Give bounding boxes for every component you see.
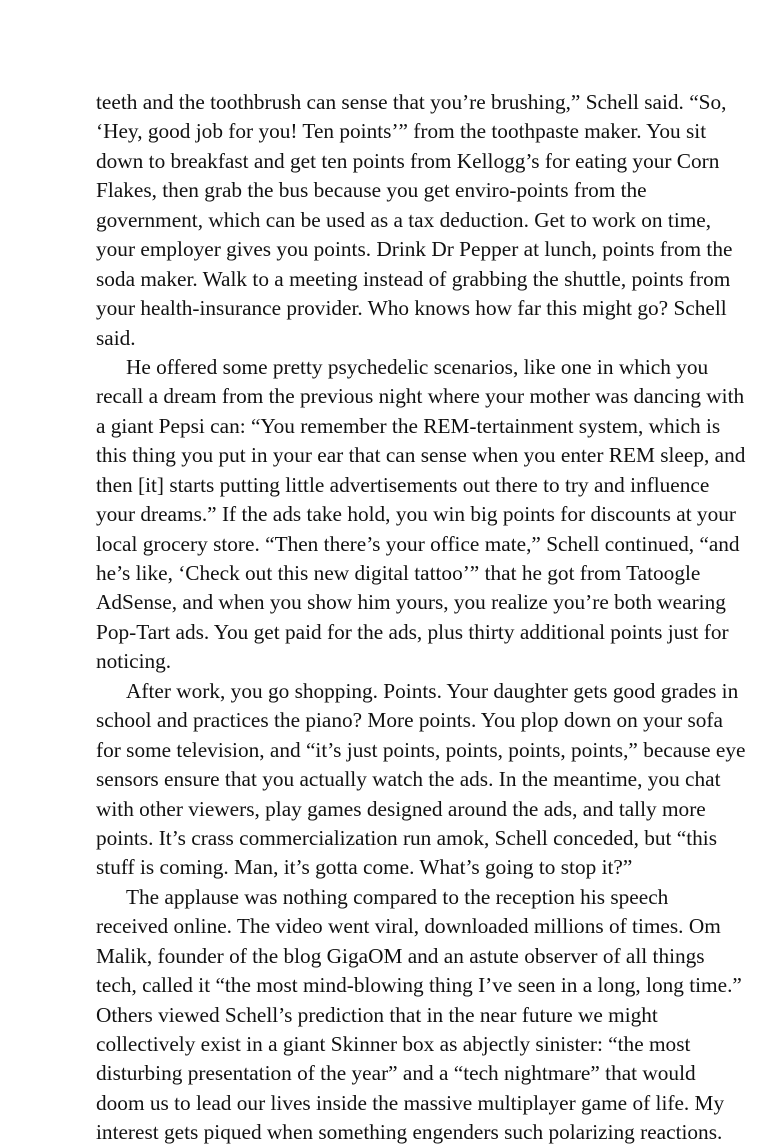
text-line: After work, you go shopping. Points. Your daughter gets good grades in [126, 678, 739, 703]
text-line: doom us to lead our lives inside the massive multiplayer game of life. My [96, 1090, 725, 1115]
text-line: with other viewers, play games designed around the ads, and tally more [96, 796, 706, 821]
text-line: He offered some pretty psychedelic scenarios, like one in which you [126, 354, 709, 379]
text-line: ‘Hey, good job for you! Ten points’” from the toothpaste maker. You sit [96, 119, 707, 144]
text-line: recall a dream from the previous night where your mother was dancing with [96, 384, 745, 409]
text-line: Flakes, then grab the bus because you get enviro-points from the [96, 178, 647, 203]
text-line: Pop-Tart ads. You get paid for the ads, plus thirty additional points just for [96, 619, 729, 644]
text-line: The applause was nothing compared to the reception his speech [126, 884, 669, 909]
text-line: government, which can be used as a tax deduction. Get to work on time, [96, 207, 712, 232]
text-line: a giant Pepsi can: “You remember the REM-tertainment system, which is [96, 413, 721, 438]
paragraph-1 [96, 88, 733, 353]
text-line: noticing. [96, 649, 172, 674]
text-line: Others viewed Schell’s prediction that in the near future we might [96, 1002, 658, 1027]
text-line: this thing you put in your ear that can sense when you enter REM sleep, and [96, 443, 746, 468]
text-line: local grocery store. “Then there’s your office mate,” Schell continued, “and [96, 531, 740, 556]
text-line: disturbing presentation of the year” and a “tech nightmare” that would [96, 1061, 696, 1086]
text-line: your dreams.” If the ads take hold, you win big points for discounts at your [96, 502, 736, 527]
text-line: tech, called it “the most mind-blowing thing I’ve seen in a long, long time.” [96, 973, 742, 998]
text-line: school and practices the piano? More points. You plop down on your sofa [96, 708, 723, 733]
text-line: then [it] starts putting little advertisements out there to try and influence [96, 472, 710, 497]
text-line: soda maker. Walk to a meeting instead of grabbing the shuttle, points from [96, 266, 731, 291]
paragraph-4 [96, 883, 742, 1148]
text-line: interest gets piqued when something engenders such polarizing reactions. [96, 1120, 723, 1145]
text-line: received online. The video went viral, downloaded millions of times. Om [96, 914, 721, 939]
text-line: said. [96, 325, 136, 350]
text-line: for some television, and “it’s just points, points, points, points,” because eye [96, 737, 746, 762]
text-line: stuff is coming. Man, it’s gotta come. What’s going to stop it?” [96, 855, 633, 880]
text-line: your employer gives you points. Drink Dr Pepper at lunch, points from the [96, 237, 733, 262]
paragraph-3 [96, 677, 746, 883]
text-line: down to breakfast and get ten points from Kellogg’s for eating your Corn [96, 148, 720, 173]
text-line: AdSense, and when you show him yours, you realize you’re both wearing [96, 590, 726, 615]
text-line: sensors ensure that you actually watch the ads. In the meantime, you chat [96, 767, 721, 792]
page-body [96, 88, 746, 1148]
text-line: teeth and the toothbrush can sense that you’re brushing,” Schell said. “So, [96, 90, 727, 114]
text-line: Malik, founder of the blog GigaOM and an astute observer of all things [96, 943, 705, 968]
paragraph-2 [96, 353, 746, 677]
text-line: points. It’s crass commercialization run amok, Schell conceded, but “this [96, 825, 717, 850]
text-line: collectively exist in a giant Skinner box as abjectly sinister: “the most [96, 1032, 691, 1056]
text-line: he’s like, ‘Check out this new digital tattoo’” that he got from Tatoogle [96, 561, 701, 585]
text-line: your health-insurance provider. Who knows how far this might go? Schell [96, 296, 727, 321]
